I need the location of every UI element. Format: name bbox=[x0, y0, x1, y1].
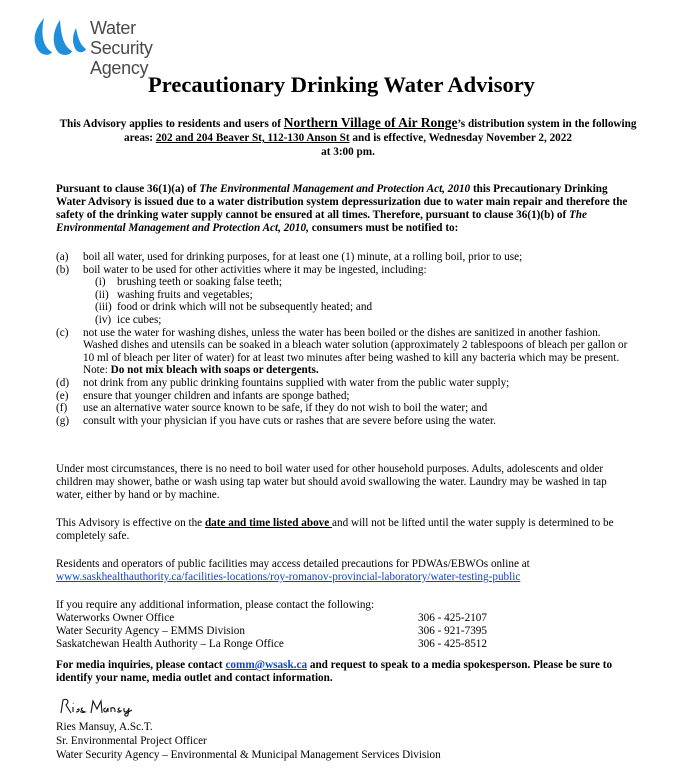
agency-logo bbox=[30, 14, 190, 78]
sub-text: washing fruits and vegetables; bbox=[117, 288, 253, 301]
pursuant-s2: this Precautionary Drinking Water Advisory is issued due to a water distribution system depressurization due to water main repair and therefore the safety of the drinking water supply cannot be ensured at all times. Therefore, pursuant to clause 36(1)(b) of bbox=[56, 183, 628, 221]
contact-name: Saskatchewan Health Authority – La Ronge Office bbox=[56, 638, 284, 650]
item-text: boil all water, used for drinking purposes, for at least one (1) minute, at a rolling boil, prior to use; bbox=[83, 251, 523, 263]
item-text: ensure that younger children and infants are sponge bathed; bbox=[83, 389, 350, 402]
item-text: not use the water for washing dishes, unless the water has been boiled or the dishes are sanitized in another fashion. Washed dishes and utensils can be soaked in a bleach water solution (approximately 2 tablespoons of bleach per gallon or 10 ml of bleach per liter of water) for at least two minutes after being washed to kill any bacteria which may be present. bbox=[83, 326, 628, 364]
effective-post: and will not be lifted until the water supply is determined to be completely safe. bbox=[56, 517, 614, 542]
media-paragraph bbox=[56, 659, 636, 685]
intro-paragraph bbox=[50, 116, 646, 159]
contact-row bbox=[56, 625, 487, 638]
item-label: (f) bbox=[56, 402, 68, 415]
sub-label: (ii) bbox=[95, 288, 109, 301]
document-title: Precautionary Drinking Water Advisory bbox=[148, 72, 535, 97]
list-item-d bbox=[56, 377, 636, 390]
sub-text: food or drink which will not be subsequently heated; and bbox=[117, 301, 373, 314]
item-text: use an alternative water source known to be safe, if they do not wish to boil the water; and bbox=[83, 402, 488, 415]
contact-row bbox=[56, 612, 487, 625]
item-label: (c) bbox=[56, 326, 69, 339]
item-label: (d) bbox=[56, 376, 70, 389]
contacts-section bbox=[56, 599, 487, 651]
act-name-1: The Environmental Management and Protection Act, 2010 bbox=[199, 183, 471, 195]
media-post: and request to speak to a media spokesperson. Please be sure to identify your name, media outlet and contact information. bbox=[56, 659, 613, 684]
note-label: Note: bbox=[83, 364, 111, 377]
pursuant-s1: Pursuant to clause 36(1)(a) of bbox=[56, 183, 200, 195]
logo-line-1: Water Security bbox=[90, 18, 153, 58]
residents-paragraph bbox=[56, 558, 636, 584]
signature-block bbox=[56, 720, 441, 762]
signatory-name: Ries Mansuy, A.Sc.T. bbox=[56, 721, 153, 733]
signatory-title: Sr. Environmental Project Officer bbox=[56, 735, 207, 747]
handwritten-signature bbox=[58, 696, 138, 718]
sub-text: ice cubes; bbox=[117, 313, 162, 326]
contact-phone: 306 - 425-2107 bbox=[418, 612, 487, 624]
water-drop-logo-icon bbox=[30, 14, 88, 58]
bleach-note bbox=[56, 364, 636, 377]
pursuant-s3: consumers must be notified to: bbox=[308, 222, 459, 234]
sub-item bbox=[56, 301, 636, 314]
contact-name: Waterworks Owner Office bbox=[56, 612, 175, 624]
sub-item bbox=[56, 276, 636, 289]
note-text: Do not mix bleach with soaps or detergents. bbox=[110, 364, 319, 377]
intro-pre: This Advisory applies to residents and users of bbox=[59, 118, 284, 130]
list-item-c bbox=[56, 327, 636, 365]
list-item-a bbox=[56, 251, 636, 264]
sub-item bbox=[56, 314, 636, 327]
affected-areas: 202 and 204 Beaver St, 112-130 Anson St bbox=[155, 132, 350, 144]
item-label: (b) bbox=[56, 263, 70, 276]
effective-pre: This Advisory is effective on the bbox=[56, 517, 205, 529]
item-label: (e) bbox=[56, 389, 69, 402]
media-pre: For media inquiries, please contact bbox=[56, 659, 226, 671]
contacts-intro: If you require any additional information, please contact the following: bbox=[56, 599, 375, 611]
pursuant-paragraph bbox=[56, 183, 636, 235]
instruction-list bbox=[56, 251, 636, 427]
household-paragraph: Under most circumstances, there is no need to boil water used for other household purposes. Adults, adolescents and older children may shower, bathe or wash using tap water but should avoid swallowing the water. Laundry may be washed in tap water, either by hand or by machine. bbox=[56, 463, 607, 501]
item-text: boil water to be used for other activities where it may be ingested, including: bbox=[83, 263, 427, 276]
list-item-g bbox=[56, 415, 636, 428]
effective-emphasis: date and time listed above bbox=[204, 517, 333, 529]
contact-phone: 306 - 425-8512 bbox=[418, 638, 487, 650]
contact-row bbox=[56, 638, 487, 651]
sub-item bbox=[56, 289, 636, 302]
item-label: (g) bbox=[56, 414, 70, 427]
list-item-b bbox=[56, 264, 636, 277]
item-text: not drink from any public drinking fountains supplied with water from the public water supply; bbox=[83, 376, 510, 389]
contact-name: Water Security Agency – EMMS Division bbox=[56, 625, 245, 637]
sub-label: (iv) bbox=[95, 313, 112, 326]
effective-paragraph bbox=[56, 517, 636, 543]
logo-line-2: Agency bbox=[90, 58, 149, 78]
effective-time: at 3:00 pm. bbox=[321, 146, 375, 158]
signatory-organization: Water Security Agency – Environmental & Municipal Management Services Division bbox=[56, 749, 441, 761]
list-item-f bbox=[56, 402, 636, 415]
testing-info-link[interactable]: www.saskhealthauthority.ca/facilities-locations/roy-romanov-provincial-laboratory/water-testing-public bbox=[56, 571, 521, 583]
sub-label: (iii) bbox=[95, 301, 112, 314]
contact-phone: 306 - 921-7395 bbox=[418, 625, 487, 637]
item-label: (a) bbox=[56, 251, 69, 263]
sub-text: brushing teeth or soaking false teeth; bbox=[117, 276, 282, 289]
act-name-2: The Environmental Management and Protection Act, 2010, bbox=[56, 209, 587, 234]
sub-label: (i) bbox=[95, 276, 106, 289]
item-text: consult with your physician if you have cuts or rashes that are severe before using the water. bbox=[83, 414, 496, 427]
intro-post: ’s distribution system in the following areas: bbox=[124, 118, 637, 144]
residents-text: Residents and operators of public facilities may access detailed precautions for PDWAs/EBWOs online at bbox=[56, 558, 530, 570]
media-email-link[interactable]: comm@wsask.ca bbox=[225, 659, 308, 671]
effective-date: and is effective, Wednesday November 2, 2022 bbox=[349, 132, 572, 144]
community-name: Northern Village of Air Ronge bbox=[283, 115, 458, 130]
list-item-e bbox=[56, 390, 636, 403]
